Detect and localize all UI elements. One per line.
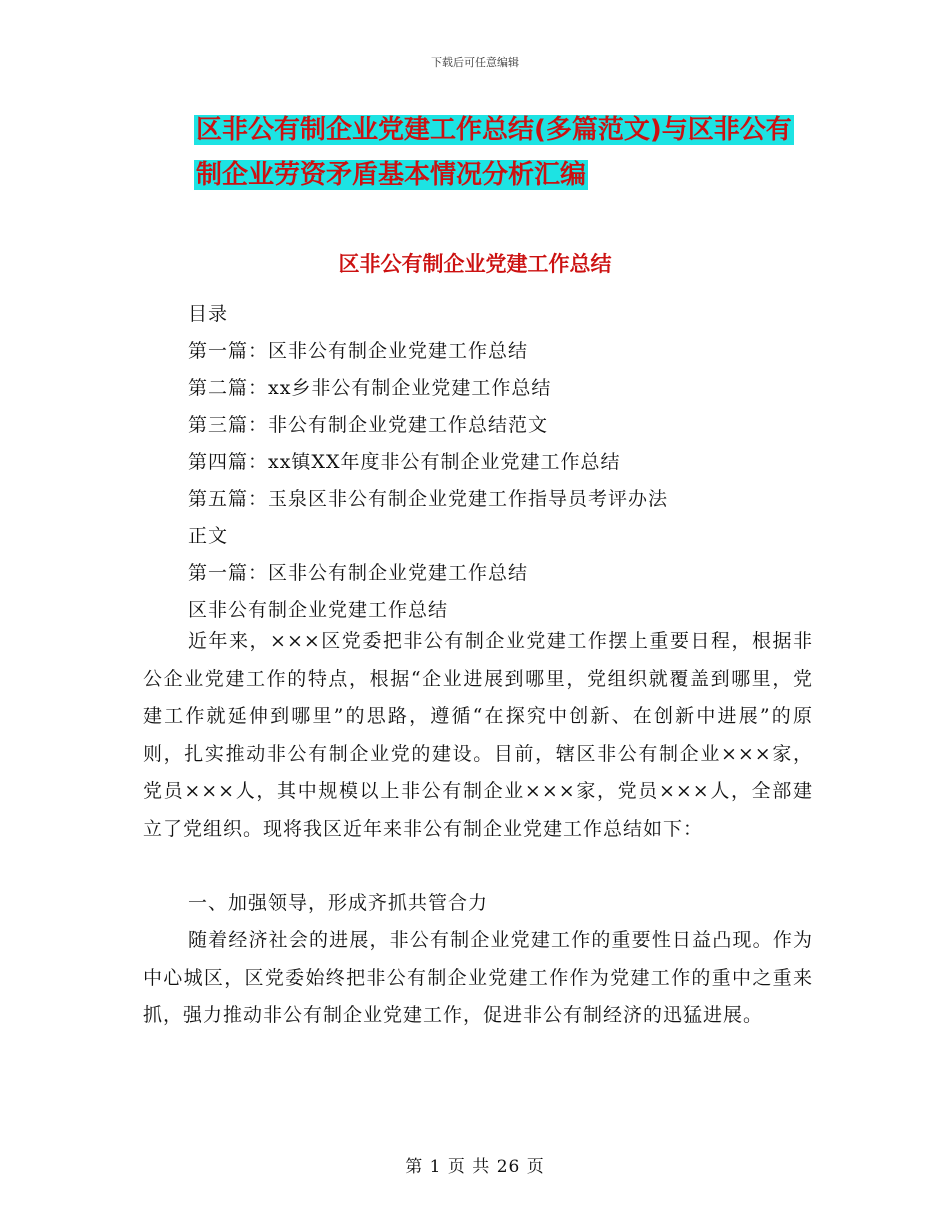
chapter-heading: 第一篇：区非公有制企业党建工作总结 xyxy=(188,562,529,584)
toc-item: 第一篇：区非公有制企业党建工作总结 xyxy=(188,340,529,362)
body-paragraph: 随着经济社会的进展，非公有制企业党建工作的重要性日益凸现。作为中心城区，区党委始终把非公有制企业党建工作作为党建工作的重中之重来抓，强力推动非公有制企业党建工作，促进非公有制经济的迅猛进展。 xyxy=(143,929,813,1026)
document-title-line-1 xyxy=(0,113,950,147)
chapter-subtitle: 区非公有制企业党建工作总结 xyxy=(188,599,449,621)
section-title: 区非公有制企业党建工作总结 xyxy=(338,252,612,276)
page-header-note: 下载后可任意编辑 xyxy=(431,56,519,69)
toc-item: 第二篇：xx乡非公有制企业党建工作总结 xyxy=(188,377,552,399)
document-title-text-1: 区非公有制企业党建工作总结(多篇范文)与区非公有 xyxy=(196,115,792,145)
body-paragraph: 近年来，×××区党委把非公有制企业党建工作摆上重要日程，根据非公企业党建工作的特点，根据“企业进展到哪里，党组织就覆盖到哪里，党建工作就延伸到哪里”的思路，遵循“在探究中创新、在创新中进展”的原则，扎实推动非公有制企业党的建设。目前，辖区非公有制企业×××家，党员×××人，其中规模以上非公有制企业×××家，党员×××人，全部建立了党组织。现将我区近年来非公有制企业党建工作总结如下： xyxy=(143,630,813,840)
table-of-contents xyxy=(188,296,668,629)
toc-item: 第三篇：非公有制企业党建工作总结范文 xyxy=(188,414,549,436)
document-title-text-2: 制企业劳资矛盾基本情况分析汇编 xyxy=(196,160,587,190)
toc-item: 第四篇：xx镇XX年度非公有制企业党建工作总结 xyxy=(188,451,621,473)
subheading: 一、加强领导，形成齐抓共管合力 xyxy=(188,892,489,914)
toc-heading: 目录 xyxy=(188,303,229,325)
page-number-footer: 第 1 页 共 26 页 xyxy=(405,1157,545,1177)
body-heading: 正文 xyxy=(188,525,229,547)
toc-item: 第五篇：玉泉区非公有制企业党建工作指导员考评办法 xyxy=(188,488,669,510)
document-title-line-2 xyxy=(0,158,950,192)
